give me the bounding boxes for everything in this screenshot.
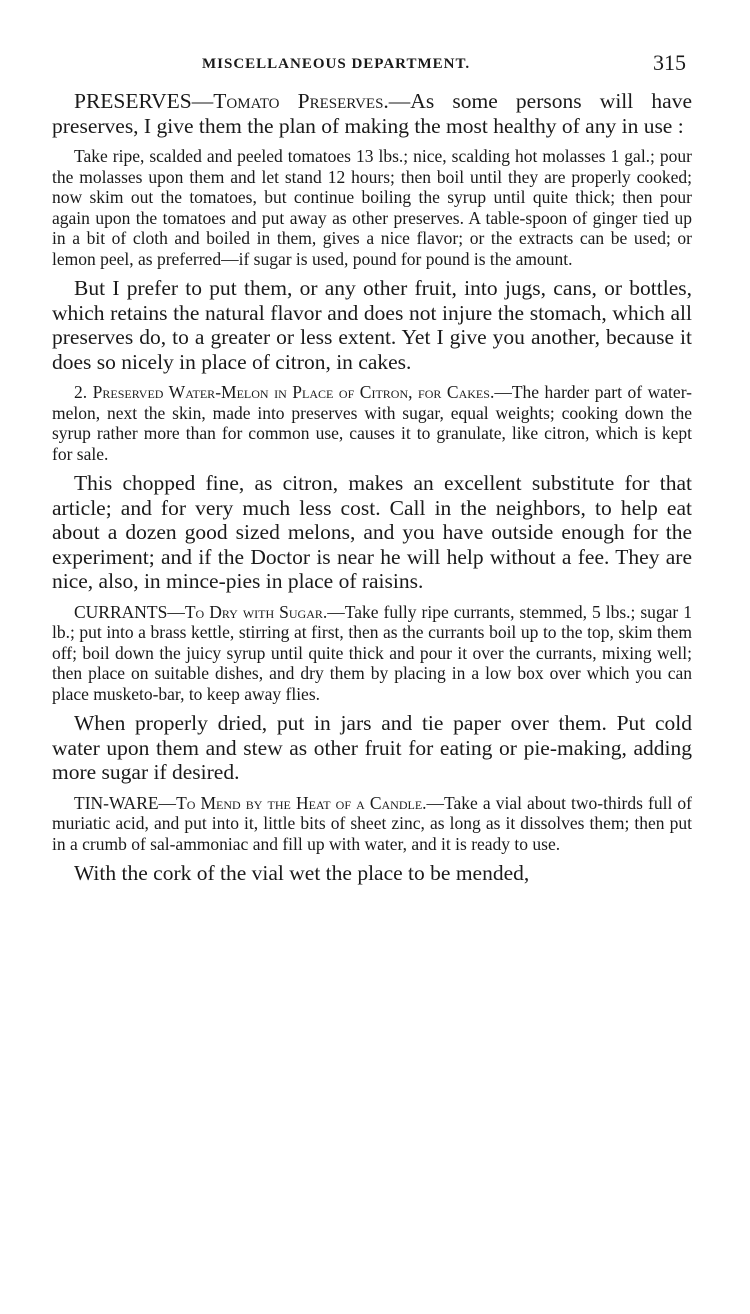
tinware-recipe-text: —Take a vial about two-thirds full of muriatic acid, and put into it, little bits of sheet zinc, as long as it dissolves them; then put in a crumb of sal-ammoniac and fill up with water, and it is ready to use. <box>52 792 692 854</box>
watermelon-comment-paragraph: This chopped fine, as citron, makes an excellent substitute for that article; and for very much less cost. Call in the neighbors, to help eat about a dozen good sized melons, and you have outside enough for the experiment; and if the Doctor is near he will help without a fee. They are nice, also, in mince-pies in place of raisins. <box>52 471 692 593</box>
watermelon-heading: Preserved Water-Melon in Place of Citron, for Cakes. <box>92 382 495 402</box>
tinware-comment-paragraph: With the cork of the vial wet the place to be mended, <box>74 861 530 885</box>
preserves-intro-paragraph <box>52 89 692 138</box>
page-number: 315 <box>653 50 686 75</box>
tinware-subheading: To Mend by the Heat of a Candle. <box>176 792 427 813</box>
tinware-recipe-paragraph <box>52 793 692 855</box>
tinware-heading: TIN-WARE— <box>74 792 177 813</box>
tomato-recipe-paragraph: Take ripe, scalded and peeled tomatoes 13 lbs.; nice, scalding hot molasses 1 gal.; pour the molasses upon them and let stand 12 hours; then boil until they are properly cooked; now skim out the tomatoes, but continue boiling the syrup until quite thick; then pour again upon the tomatoes and put away as other preserves. A table-spoon of ginger tied up in a bit of cloth and boiled in them, gives a nice flavor; or the extracts can be used; or lemon peel, as preferred—if sugar is used, pound for pound is the amount. <box>52 146 692 269</box>
currants-subheading: To Dry with Sugar. <box>184 601 328 622</box>
currants-recipe-paragraph <box>52 602 692 705</box>
currants-recipe-text: —Take fully ripe currants, stemmed, 5 lbs.; sugar 1 lb.; put into a brass kettle, stirring at first, then as the currants boil up to the top, skim them off; boil down the juicy syrup until quite thick and pour it over the currants, mixing well; then place on suitable dishes, and dry them by placing in a low box over which you can place musketo-bar, to keep away flies. <box>52 601 692 704</box>
tomato-preserves-subheading: Tomato Preserves. <box>213 89 389 113</box>
currants-heading: CURRANTS— <box>74 601 185 622</box>
preserves-heading: PRESERVES— <box>74 89 214 113</box>
currants-comment-paragraph: When properly dried, put in jars and tie paper over them. Put cold water upon them and stew as other fruit for eating or pie-making, adding more sugar if desired. <box>52 711 692 784</box>
watermelon-recipe-paragraph <box>52 382 692 464</box>
running-title: MISCELLANEOUS DEPARTMENT. <box>202 56 471 72</box>
preserves-intro-text: —As some persons will have preserves, I give them the plan of making the most healthy of any in use : <box>52 89 693 138</box>
preserves-comment-paragraph: But I prefer to put them, or any other fruit, into jugs, cans, or bottles, which retains the natural flavor and does not injure the stomach, which all preserves do, to a greater or less extent. Yet I give you another, because it does so nicely in place of citron, in cakes. <box>52 276 692 374</box>
book-page <box>52 48 692 886</box>
running-head <box>52 48 692 82</box>
watermelon-number: 2. <box>74 382 88 402</box>
watermelon-recipe-text: —The harder part of water-melon, next the skin, made into preserves with sugar, equal weights; cooking down the syrup rather more than for common use, causes it to granulate, like citron, which is kept for sale. <box>52 382 692 464</box>
